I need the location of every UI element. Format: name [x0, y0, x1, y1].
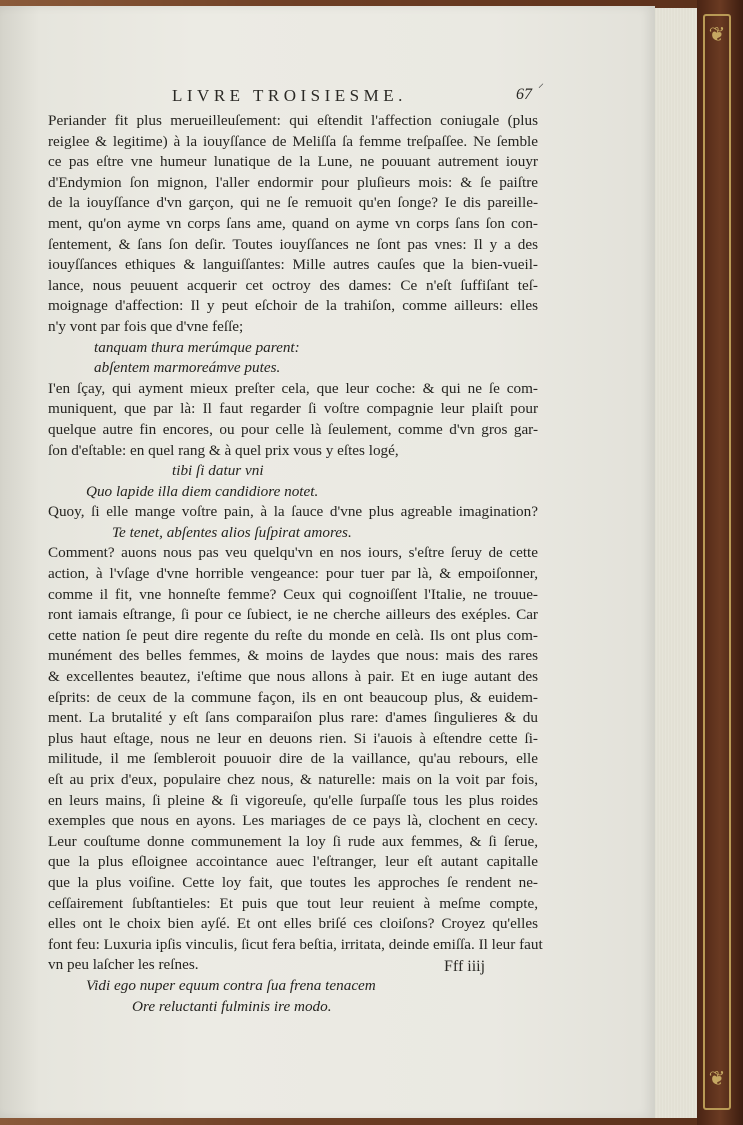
text-line: n'y vont par fois que d'vne feſſe; [48, 317, 244, 335]
text-line: que la plus voiſine. Cette loy fait, que toutes les approches ſe rendent ne- [48, 873, 538, 891]
gilt-ornament-icon: ❦ [708, 22, 726, 46]
text-line: Comment? auons nous pas veu quelqu'vn en nos iours, s'eſtre ſeruy de cette [48, 544, 538, 562]
text-line: cette nation ſe peut dire regente du reſte du monde en celà. Ils ont plus com- [48, 626, 538, 644]
text-line: eſt au prix d'eux, populaire chez nous, & naturelle: mais on la voit par fois, [48, 771, 538, 788]
page-number: 67 [516, 86, 532, 103]
text-line: elles ont le choix bien ayſé. Et ont elles briſé ces cloiſons? Croyez qu'elles [48, 915, 538, 933]
text-line: Periander fit plus merueilleuſement: qui eſtendit l'affection coniugale (plus [48, 112, 538, 129]
text-line: Leur couſtume donne communement la loy ſi rude aux femmes, & ſi ſerue, [48, 832, 538, 850]
text-line: exemples que nous en ayons. Les mariages de ce pays là, clochent en cecy. [48, 812, 538, 830]
text-line: I'en ſçay, qui ayment mieux preſter cela, que leur coche: & qui ne ſe com- [48, 379, 538, 397]
text-line: muniquent, que par là: Il faut regarder ſi voſtre compagnie leur plaiſt pour [48, 400, 538, 418]
page-edges [655, 8, 697, 1118]
text-line: d'Endymion ſon mignon, l'aller endormir pour pluſieurs mois: & ſe paiſtre [48, 173, 538, 191]
running-head: LIVRE TROISIESME. [172, 86, 407, 105]
text-line: tanquam thura merúmque parent: [94, 338, 300, 356]
body-text [48, 111, 543, 1017]
text-line: iouyſſances ethiques & languiſſantes: Mille autres cauſes que la bien-vueil- [48, 256, 538, 274]
text-line: munément des belles femmes, & moins de laydes que nous: mais des rares [48, 647, 538, 665]
text-line: tibi ſi datur vni [172, 462, 264, 480]
text-line: ment, qu'on ayme vn corps ſans ame, quand on ayme vn corps ſans ſon con- [48, 214, 538, 232]
text-line: Quoy, ſi elle mange voſtre pain, à la ſauce d'vne plus agreable imagination? [48, 503, 538, 521]
text-line: & excellentes beautez, i'eſtime que nous allons à pair. Et en iuge autant des [48, 668, 538, 686]
text-line: Vidi ego nuper equum contra ſua frena tenacem [86, 976, 376, 994]
gilt-border [703, 14, 731, 1110]
text-line: comme il fit, vne honneſte femme? Ceux qui cognoiſſent l'Italie, ne trouue- [48, 585, 538, 603]
text-line: action, à l'vſage d'vne horrible vengeance: pour tuer par là, & empoiſonner, [48, 565, 538, 583]
text-line: que la plus eſloignee accointance auec l'eſtranger, leur eſt autant capitalle [48, 853, 538, 871]
text-line: ce pas eſtre vne humeur lunatique de la Lune, ne pouuant autrement iouyr [48, 153, 538, 171]
ink-mark [538, 74, 548, 82]
text-line: Quo lapide illa diem candidiore notet. [86, 482, 319, 500]
text-line: ſon d'eſtable: en quel rang & à quel prix vous y eſtes logé, [48, 441, 399, 459]
text-line: reiglee & legitime) à la iouyſſance de Meliſſa ſa femme treſpaſſee. Ne ſemble [48, 132, 538, 150]
text-line: plus haut eſtage, nous ne leur en deuons rien. Si i'auois à eſtendre cette ſi- [48, 729, 538, 747]
signature-mark: Fff iiij [444, 958, 486, 975]
text-line: lance, nous peuuent acquerir cet octroy des dames: Ce n'eſt ſuffiſant teſ- [48, 276, 538, 294]
text-line: font feu: Luxuria ipſis vinculis, ſicut fera beſtia, irritata, deinde emiſſa. Il leur faut [48, 935, 543, 953]
text-line: Ore reluctanti fulminis ire modo. [132, 997, 332, 1015]
text-line: ſentement, & ſans ſon deſir. Toutes iouyſſances ne ſont pas vnes: Il y a des [48, 235, 538, 253]
text-line: ceſſairement ſubſtantieles: Et puis que tout leur reuient à meſme compte, [48, 894, 538, 912]
text-line: ment. La brutalité y eſt ſans comparaiſon plus rare: d'ames ſingulieres & du [48, 709, 538, 727]
text-line: en leurs mains, ſi pleine & ſi vigoreuſe, qu'elle ſurpaſſe tous les plus roides [48, 791, 538, 809]
text-line: abſentem marmoreámve putes. [94, 359, 281, 377]
gilt-ornament-icon: ❦ [708, 1066, 726, 1090]
text-line: eſprits: de ceux de la commune façon, ils en ont beaucoup plus, & euidem- [48, 688, 538, 706]
text-line: moignage d'affection: Il y peut eſchoir de la trahiſon, comme ailleurs: elles [48, 297, 538, 315]
text-line: quelque autre fin encores, ou pour celle là ſeulement, comme d'vn gros gar- [48, 420, 538, 438]
text-line: Te tenet, abſentes alios ſuſpirat amores. [112, 523, 352, 541]
text-line: ront iamais eſtrange, ſi pour ce ſubiect, ie ne cherche ailleurs des exéples. Car [48, 606, 538, 624]
text-line: militude, il me ſembleroit pouuoir dire de la vaillance, qu'au rebours, elle [48, 750, 538, 768]
text-line: de la iouyſſance d'vn garçon, qui ne ſe remuoit qu'en ſonge? Ie dis pareille- [48, 194, 538, 212]
text-line: vn peu laſcher les reſnes. [48, 956, 199, 974]
